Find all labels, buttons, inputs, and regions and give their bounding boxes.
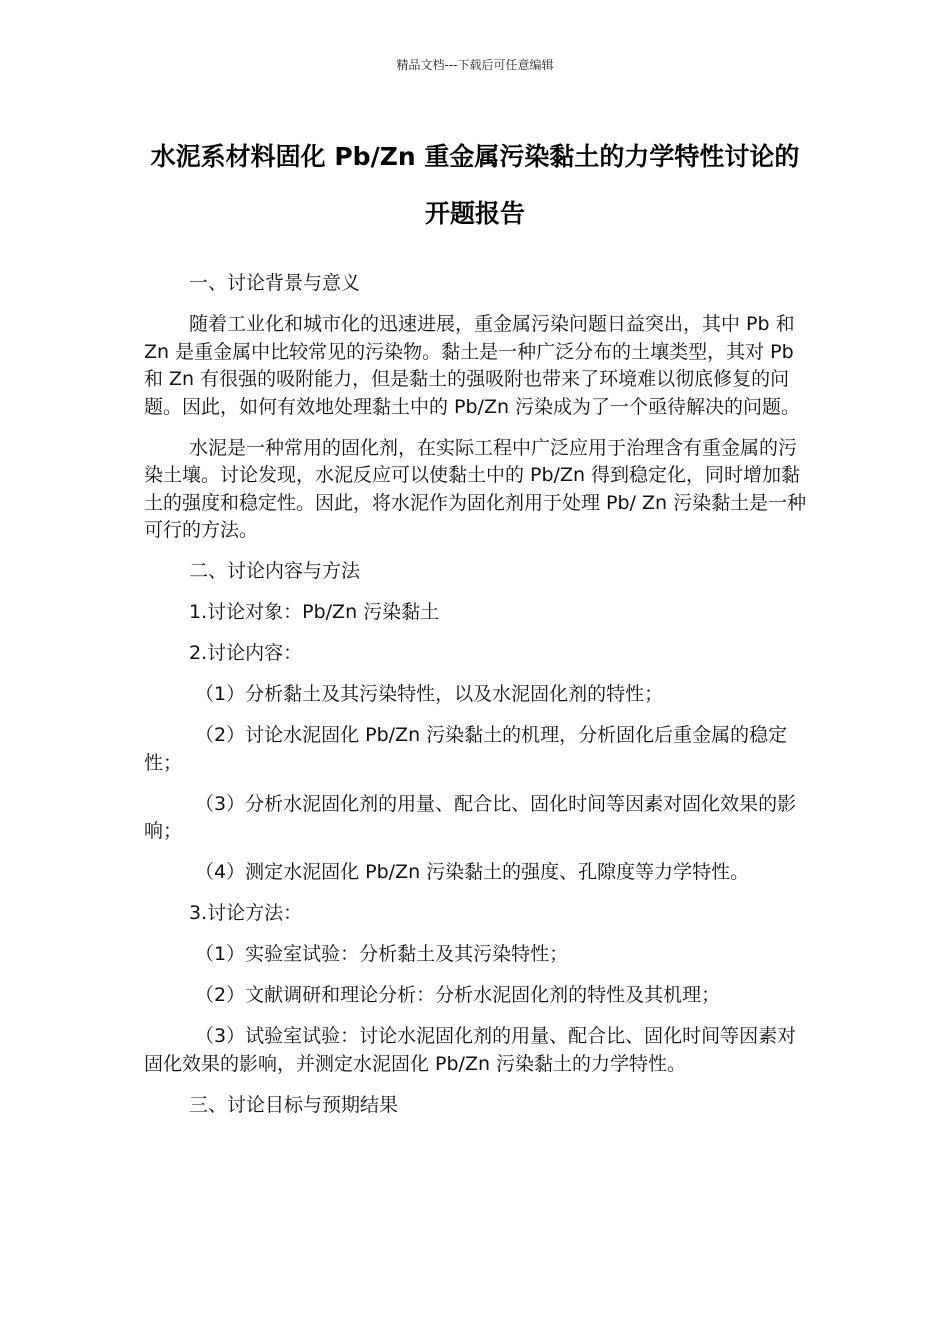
section-heading-content-method: 二、讨论内容与方法 xyxy=(189,560,361,582)
research-content-item: （3）分析水泥固化剂的用量、配合比、固化时间等因素对固化效果的影响； xyxy=(144,792,797,842)
paragraph-background-1: 随着工业化和城市化的迅速进展，重金属污染问题日益突出，其中 Pb 和 Zn 是重金属中比较常见的污染物。黏土是一种广泛分布的土壤类型，其对 Pb 和 Zn 有很强的吸附能力，但是黏土的强吸附也带来了环境难以彻底修复的问题。因此，如何有效地处理黏土中的 Pb/Zn 污染成为了一个亟待解决的问题。 xyxy=(144,313,801,418)
research-method-label: 3.讨论方法： xyxy=(189,902,303,924)
research-content-item: （1）分析黏土及其污染特性，以及水泥固化剂的特性； xyxy=(195,683,664,705)
section-heading-background: 一、讨论背景与意义 xyxy=(189,272,361,294)
research-method-item: （2）文献调研和理论分析：分析水泥固化剂的特性及其机理； xyxy=(195,984,721,1006)
research-content-label: 2.讨论内容： xyxy=(189,642,303,664)
document-body xyxy=(144,270,808,1133)
research-method-item: （3）试验室试验：讨论水泥固化剂的用量、配合比、固化时间等因素对固化效果的影响，并测定水泥固化 Pb/Zn 污染黏土的力学特性。 xyxy=(144,1025,797,1075)
research-content-item: （4）测定水泥固化 Pb/Zn 污染黏土的强度、孔隙度等力学特性。 xyxy=(195,861,750,883)
document-title: 水泥系材料固化 Pb/Zn 重金属污染黏土的力学特性讨论的开题报告 xyxy=(150,142,800,228)
research-object: 1.讨论对象：Pb/Zn 污染黏土 xyxy=(189,601,440,623)
page-header: 精品文档---下载后可任意编辑 xyxy=(396,58,554,72)
research-content-item: （2）讨论水泥固化 Pb/Zn 污染黏土的机理，分析固化后重金属的稳定性； xyxy=(144,724,788,774)
paragraph-background-2: 水泥是一种常用的固化剂，在实际工程中广泛应用于治理含有重金属的污染土壤。讨论发现，水泥反应可以使黏土中的 Pb/Zn 得到稳定化，同时增加黏土的强度和稳定性。因此，将水泥作为固化剂用于处理 Pb/ Zn 污染黏土是一种可行的方法。 xyxy=(144,436,807,541)
section-heading-goals: 三、讨论目标与预期结果 xyxy=(189,1093,399,1116)
research-method-item: （1）实验室试验：分析黏土及其污染特性； xyxy=(195,943,569,965)
